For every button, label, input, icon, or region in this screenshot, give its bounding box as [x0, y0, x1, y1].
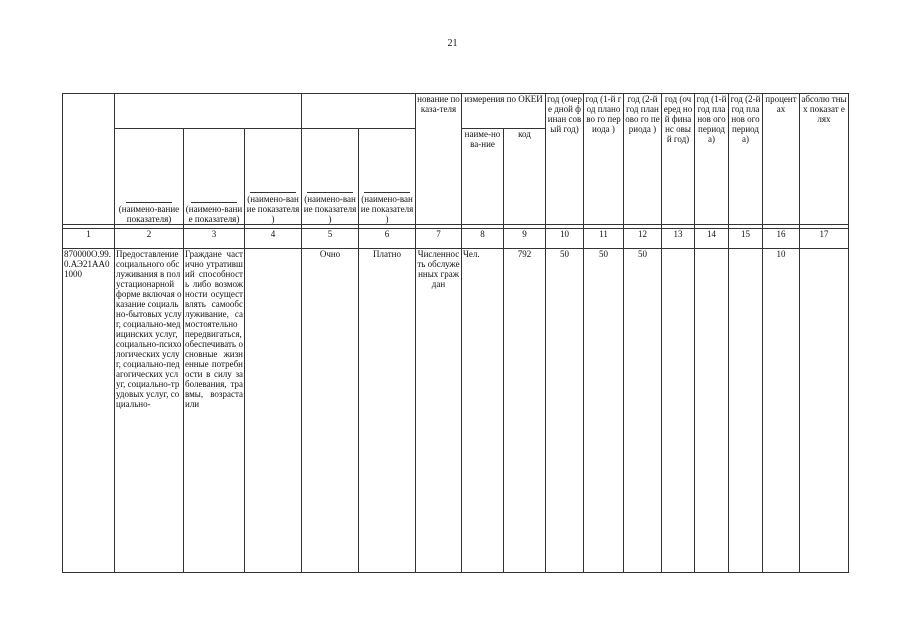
cell-deviation-absolute — [800, 249, 849, 573]
header-sub-name-4: (наимено-вание показателя ) — [302, 129, 359, 225]
cell-fee-plan-year1 — [695, 249, 729, 573]
cell-unit-code: 792 — [504, 249, 546, 573]
header-year-plan1: год (1-й год планово го периода ) — [584, 94, 624, 225]
cell-deviation-percent: 10 — [763, 249, 800, 573]
header-conditions-group — [302, 94, 416, 129]
column-number: 5 — [302, 229, 359, 249]
column-number: 6 — [359, 229, 416, 249]
column-number: 11 — [584, 229, 624, 249]
cell-fee-current-year — [662, 249, 695, 573]
header-sub-name-5: (наимено-вание показателя ) — [359, 129, 416, 225]
header-sub-name-1: (наимено-вание показателя) — [115, 129, 184, 225]
header-year-plan2-b: год (2-й год планов ого период а) — [729, 94, 763, 225]
service-indicators-table — [62, 93, 849, 573]
column-number: 17 — [800, 229, 849, 249]
page-number: 21 — [447, 38, 458, 49]
column-numbers-row — [63, 229, 849, 249]
cell-content-3 — [245, 249, 302, 573]
header-year-plan1-b: год (1-й год планов ого период а) — [695, 94, 729, 225]
header-unit-group: измерения по ОКЕИ — [462, 94, 546, 129]
cell-value-plan-year1: 50 — [584, 249, 624, 573]
header-year-plan2: год (2-й год планово го периода ) — [624, 94, 662, 225]
column-number: 14 — [695, 229, 729, 249]
header-indicator-name: нование показа-теля — [416, 94, 462, 225]
header-year-current-b: год (очеред ной финанс овый год) — [662, 94, 695, 225]
column-number: 13 — [662, 229, 695, 249]
cell-unit-name: Чел. — [462, 249, 504, 573]
table-row — [63, 249, 849, 573]
column-number: 15 — [729, 229, 763, 249]
header-year-current: год (очере дной финан совый год) — [546, 94, 584, 225]
cell-value-current-year: 50 — [546, 249, 584, 573]
header-sub-name-2: (наимено-вание показателя) — [184, 129, 245, 225]
column-number: 1 — [63, 229, 115, 249]
cell-recipient-category: Граждане частично утративший способность либо возможности осуществлять самообслуживание, самостоятельно передвигаться, обеспечивать основные жизненные потребности в силу заболевания, травмы, возраста или — [184, 249, 245, 573]
header-percent: процент ах — [763, 94, 800, 225]
cell-indicator-name: Численность обслуженных граждан — [416, 249, 462, 573]
column-number: 2 — [115, 229, 184, 249]
column-number: 7 — [416, 229, 462, 249]
column-number: 3 — [184, 229, 245, 249]
column-number: 8 — [462, 229, 504, 249]
column-number: 10 — [546, 229, 584, 249]
cell-value-plan-year2: 50 — [624, 249, 662, 573]
header-unique-number — [63, 94, 115, 225]
header-absolute: абсолю тных показат елях — [800, 94, 849, 225]
cell-service-form: Очно — [302, 249, 359, 573]
column-number: 4 — [245, 229, 302, 249]
cell-service-content: Предоставление социального обслуживания в полустационарной форме включая оказание социально-бытовых услуг, социально-медицинских услуг, социально-психологических услуг, социально-педагогических услуг, социально-трудовых услуг, социально- — [115, 249, 184, 573]
header-content-group — [115, 94, 302, 129]
column-number: 16 — [763, 229, 800, 249]
header-unit-name: наиме-нова-ние — [462, 129, 504, 225]
header-sub-name-3: (наимено-вание показателя ) — [245, 129, 302, 225]
header-unit-code: код — [504, 129, 546, 225]
cell-fee-plan-year2 — [729, 249, 763, 573]
cell-registry-code: 870000О.99.0.АЭ21АА01000 — [63, 249, 115, 573]
column-number: 9 — [504, 229, 546, 249]
cell-payment: Платно — [359, 249, 416, 573]
column-number: 12 — [624, 229, 662, 249]
